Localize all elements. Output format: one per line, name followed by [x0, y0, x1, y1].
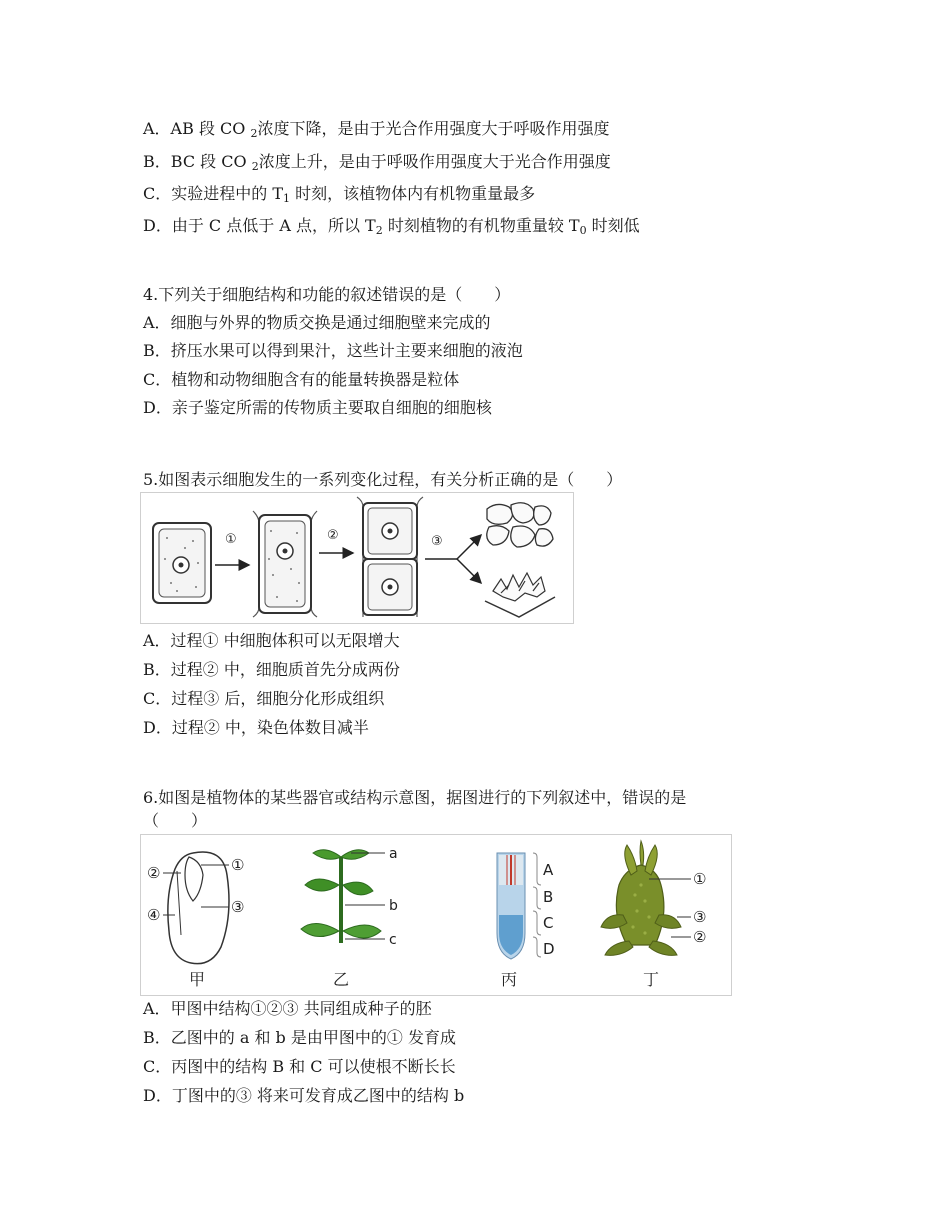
q3-option-a — [143, 118, 610, 145]
yi-label-b: b — [389, 898, 398, 914]
q3-c-text-1: C．实验进程中的 T — [143, 184, 284, 203]
q5-option-c: C．过程③ 后，细胞分化形成组织 — [143, 689, 385, 708]
process-2-label: ② — [327, 528, 339, 543]
bing-label-b: B — [543, 888, 554, 906]
q3-b-sub: 2 — [251, 160, 259, 173]
caption-yi: 乙 — [333, 970, 350, 989]
ding-label-2: ② — [693, 928, 707, 946]
bing-label-a: A — [543, 861, 554, 879]
q3-a-sub: 2 — [250, 127, 258, 140]
q3-c-sub: 1 — [283, 192, 291, 205]
q6-option-d: D．丁图中的③ 将来可发育成乙图中的结构 b — [143, 1086, 465, 1105]
q3-b-text-1: B．BC 段 CO — [143, 152, 252, 171]
root-tip-diagram-icon — [497, 853, 541, 959]
tissue-1-icon — [487, 503, 553, 547]
process-3-label: ③ — [431, 534, 443, 549]
q3-a-text-1: A．AB 段 CO — [143, 119, 251, 138]
divided-cells-icon — [357, 497, 423, 617]
jia-label-2: ② — [147, 864, 161, 882]
bing-label-d: D — [543, 940, 555, 958]
jia-label-3: ③ — [231, 898, 245, 916]
q5-option-a: A．过程① 中细胞体积可以无限增大 — [143, 631, 400, 650]
q5-figure-svg — [141, 493, 573, 623]
q3-a-text-2: 浓度下降，是由于光合作用强度大于呼吸作用强度 — [257, 119, 610, 138]
ding-label-1: ① — [693, 870, 707, 888]
q6-option-c: C．丙图中的结构 B 和 C 可以使根不断长长 — [143, 1057, 456, 1076]
q5-option-b: B．过程② 中，细胞质首先分成两份 — [143, 660, 400, 679]
q3-option-d — [143, 215, 640, 242]
q3-d-text-3: 时刻低 — [586, 216, 640, 235]
caption-jia: 甲 — [189, 970, 206, 989]
caption-ding: 丁 — [643, 970, 660, 989]
q6-option-b: B．乙图中的 a 和 b 是由甲图中的① 发育成 — [143, 1028, 456, 1047]
bing-label-c: C — [543, 914, 554, 932]
jia-label-1: ① — [231, 856, 245, 874]
q6-figure-svg — [141, 835, 731, 995]
jia-label-4: ④ — [147, 906, 161, 924]
q3-b-text-2: 浓度上升，是由于呼吸作用强度大于光合作用强度 — [258, 152, 611, 171]
q4-stem: 4.下列关于细胞结构和功能的叙述错误的是（ ） — [143, 285, 511, 304]
q6-stem-line2: （ ） — [143, 811, 208, 830]
q5-option-d: D．过程② 中，染色体数目减半 — [143, 718, 369, 737]
q3-option-c — [143, 183, 535, 210]
tissue-2-icon — [485, 573, 555, 617]
q4-option-a: A．细胞与外界的物质交换是通过细胞壁来完成的 — [143, 313, 491, 332]
q6-plant-structures-figure — [140, 834, 732, 996]
q6-option-a: A．甲图中结构①②③ 共同组成种子的胚 — [143, 999, 432, 1018]
cell-2-icon — [253, 511, 317, 617]
q4-option-b: B．挤压水果可以得到果汁，这些计主要来细胞的液泡 — [143, 341, 523, 360]
q5-cell-process-figure — [140, 492, 574, 624]
caption-bing: 丙 — [501, 970, 518, 989]
q3-c-text-2: 时刻，该植物体内有机物重量最多 — [290, 184, 536, 203]
yi-label-c: c — [389, 932, 397, 948]
cell-1-icon — [153, 523, 211, 603]
q5-stem: 5.如图表示细胞发生的一系列变化过程，有关分析正确的是（ ） — [143, 470, 623, 489]
q4-option-c: C．植物和动物细胞含有的能量转换器是粒体 — [143, 370, 460, 389]
q4-option-d: D．亲子鉴定所需的传物质主要取自细胞的细胞核 — [143, 398, 492, 417]
process-1-label: ① — [225, 532, 237, 547]
ding-label-3: ③ — [693, 908, 707, 926]
q3-d-sub-1: 2 — [375, 224, 383, 237]
seedling-diagram-icon — [301, 850, 385, 943]
q3-d-text-1: D．由于 C 点低于 A 点，所以 T — [143, 216, 376, 235]
seed-diagram-icon — [163, 852, 229, 964]
yi-label-a: a — [389, 846, 398, 862]
q6-stem-line1: 6.如图是植物体的某些器官或结构示意图，据图进行的下列叙述中，错误的是 — [143, 788, 687, 807]
q3-option-b — [143, 151, 611, 178]
q3-d-text-2: 时刻植物的有机物重量较 T — [382, 216, 580, 235]
q3-d-sub-2: 0 — [579, 224, 587, 237]
bud-diagram-icon — [601, 841, 691, 955]
